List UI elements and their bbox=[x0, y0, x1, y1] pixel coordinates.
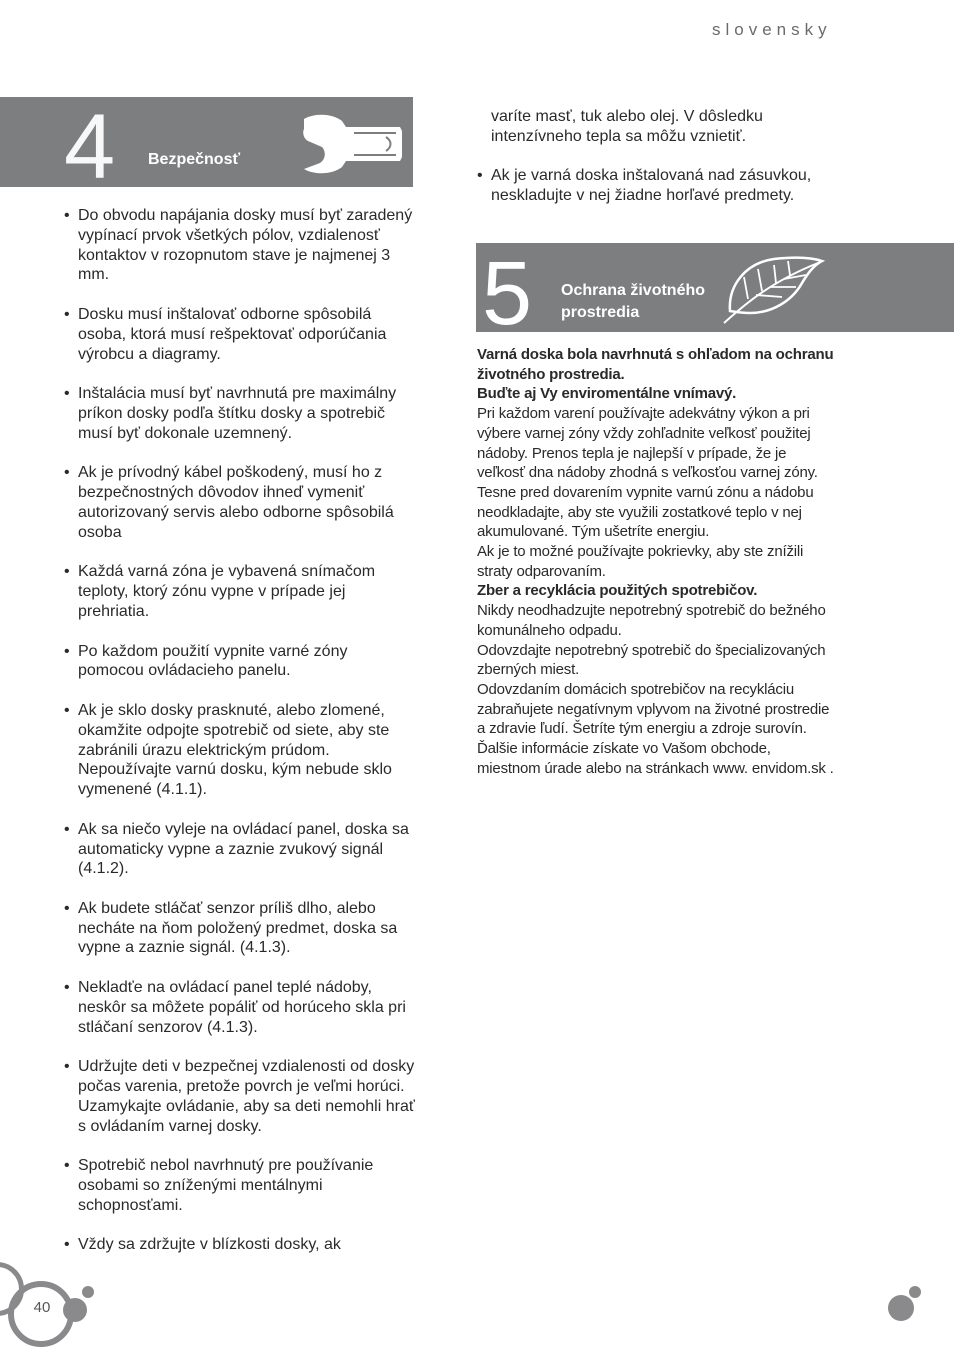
env-heading: Zber a recyklácia použitých spotrebičov. bbox=[477, 582, 758, 600]
section-title-line: prostredia bbox=[561, 304, 640, 321]
section-4-banner bbox=[0, 97, 413, 187]
list-item: • Ak je prívodný kábel poškodený, musí ho z bezpečnostných dôvodov ihneď vymeniť autorizovaný servis alebo odborne spôsobilá osoba bbox=[64, 463, 416, 542]
language-label: slovensky bbox=[712, 20, 832, 39]
list-item: • Ak budete stláčať senzor príliš dlho, alebo necháte na ňom položený predmet, doska sa vypne a zaznie signál. (4.1.3). bbox=[64, 899, 416, 958]
section-number: 4 bbox=[64, 97, 116, 187]
section-title bbox=[561, 280, 705, 324]
env-paragraph: Pri každom varení používajte adekvátny výkon a pri výbere varnej zóny vždy zohľadnite veľkosť použitej nádoby. Prenos tepla je najlepší v prípade, že je veľkosť dna nádoby zhodná s veľkosťou varnej zóny. bbox=[477, 405, 818, 482]
decorative-dot bbox=[82, 1286, 94, 1298]
list-item: • Ak je sklo dosky prasknuté, alebo zlomené, okamžite odpojte spotrebič od siete, aby ste zabránili úrazu elektrickým prúdom. Nepoužívajte varnú dosku, kým nebude sklo vymenené (4.1.1). bbox=[64, 701, 416, 800]
decorative-dot bbox=[888, 1295, 914, 1321]
list-item: • Ak je varná doska inštalovaná nad zásuvkou, neskladujte v nej žiadne horľavé predmety. bbox=[477, 166, 837, 206]
list-item: • Dosku musí inštalovať odborne spôsobilá osoba, ktorá musí rešpektovať odporúčania výrobcu a diagramy. bbox=[64, 305, 416, 364]
env-heading: Buďte aj Vy enviromentálne vnímavý. bbox=[477, 385, 737, 403]
wrench-icon bbox=[294, 111, 404, 177]
list-item: • Udržujte deti v bezpečnej vzdialenosti od dosky počas varenia, pretože povrch je veľmi horúci. Uzamykajte ovládanie, aby sa deti nemohli hrať s ovládaním varnej dosky. bbox=[64, 1057, 416, 1136]
safety-list-continued bbox=[477, 166, 837, 225]
page-number: 40 bbox=[33, 1299, 51, 1316]
env-paragraph: Ďalšie informácie získate vo Vašom obchode, miestnom úrade alebo na stránkach www. envidom.sk . bbox=[477, 740, 834, 777]
list-item: • Do obvodu napájania dosky musí byť zaradený vypínací prvok všetkých pólov, vzdialenosť kontaktov v rozopnutom stave je najmenej 3 mm. bbox=[64, 206, 416, 285]
decorative-dot bbox=[63, 1298, 87, 1322]
list-item: • Inštalácia musí byť navrhnutá pre maximálny príkon dosky podľa štítku dosky a spotrebič musí byť dokonale uzemnený. bbox=[64, 384, 416, 443]
list-item: • Vždy sa zdržujte v blízkosti dosky, ak bbox=[64, 1235, 416, 1255]
section-title: Bezpečnosť bbox=[148, 151, 241, 168]
section-5-banner bbox=[476, 243, 954, 332]
safety-list bbox=[64, 206, 416, 1275]
list-continuation: varíte masť, tuk alebo olej. V dôsledku intenzívneho tepla sa môžu vznietiť. bbox=[491, 108, 763, 145]
env-paragraph: Odovzdajte nepotrebný spotrebič do špecializovaných zberných miest. bbox=[477, 641, 826, 679]
env-paragraph: Nikdy neodhadzujte nepotrebný spotrebič do bežného komunálneho odpadu. bbox=[477, 602, 826, 639]
section-title-line: Ochrana životného bbox=[561, 282, 706, 299]
env-paragraph: Odovzdaním domácich spotrebičov na recykláciu zabraňujete negatívnym vplyvom na životné prostredie a zdravie ľudí. Šetríte tým energiu a zdroje surovín. bbox=[477, 680, 830, 738]
section-number: 5 bbox=[482, 244, 533, 332]
env-paragraph: Ak je to možné používajte pokrievky, aby ste znížili straty odparovaním. bbox=[477, 543, 804, 580]
env-paragraph: Tesne pred dovarením vypnite varnú zónu a nádobu neodkladajte, aby ste využili zostatkové teplo v nej akumulované. Tým ušetríte energiu. bbox=[477, 483, 814, 541]
list-item: • Ak sa niečo vyleje na ovládací panel, doska sa automaticky vypne a zaznie zvukový signál (4.1.2). bbox=[64, 820, 416, 879]
list-item: • Každá varná zóna je vybavená snímačom teploty, ktorý zónu vypne v prípade jej prehriatia. bbox=[64, 562, 416, 621]
leaf-icon bbox=[722, 251, 826, 325]
env-heading: Varná doska bola navrhnutá s ohľadom na ochranu životného prostredia. bbox=[477, 346, 834, 383]
list-item: • Po každom použití vypnite varné zóny pomocou ovládacieho panelu. bbox=[64, 642, 416, 682]
list-item: • Nekladťe na ovládací panel teplé nádoby, neskôr sa môžete popáliť od horúceho skla pri stláčaní senzorov (4.1.3). bbox=[64, 978, 416, 1037]
list-item: • Spotrebič nebol navrhnutý pre používanie osobami so zníženými mentálnymi schopnosťami. bbox=[64, 1156, 416, 1215]
decorative-dot bbox=[909, 1286, 921, 1298]
environment-text bbox=[477, 345, 837, 778]
